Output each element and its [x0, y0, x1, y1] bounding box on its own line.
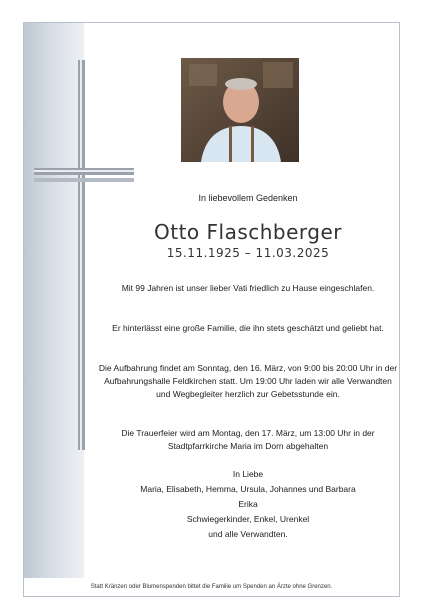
closing-line: und alle Verwandten.: [208, 529, 288, 539]
closing-line: Maria, Elisabeth, Hemma, Ursula, Johannes und Barbara: [140, 484, 356, 494]
closing-line: Schwiegerkinder, Enkel, Urenkel: [186, 514, 310, 524]
closing-line: In Liebe: [232, 469, 264, 479]
life-dates: 15.11.1925 – 11.03.2025: [166, 246, 330, 260]
paragraph-viewing: Die Aufbahrung findet am Sonntag, den 16. März, von 9:00 bis 20:00 Uhr in der Aufbahrungshalle Feldkirchen statt. Um 19:00 Uhr laden wir alle Verwandten und Wegbegleiter herzlich zur Gebetsstunde ein.: [98, 363, 398, 399]
deceased-name: Otto Flaschberger: [153, 220, 343, 244]
closing-signatures: [96, 467, 400, 542]
paragraph-family: Er hinterlässt eine große Familie, die ihn stets geschätzt und geliebt hat.: [112, 323, 384, 333]
portrait-photo: [181, 58, 299, 162]
footer-note: Statt Kränzen oder Blumenspenden bittet die Familie um Spenden an Ärzte ohne Grenzen.: [90, 584, 333, 590]
subtitle: In liebevollem Gedenken: [198, 193, 298, 203]
paragraph-funeral: Die Trauerfeier wird am Montag, den 17. März, um 13:00 Uhr in der Stadtpfarrkirche Maria im Dorn abgehalten: [121, 428, 375, 451]
closing-line: Erika: [238, 499, 258, 509]
paragraph-passing: Mit 99 Jahren ist unser lieber Vati friedlich zu Hause eingeschlafen.: [121, 283, 375, 293]
